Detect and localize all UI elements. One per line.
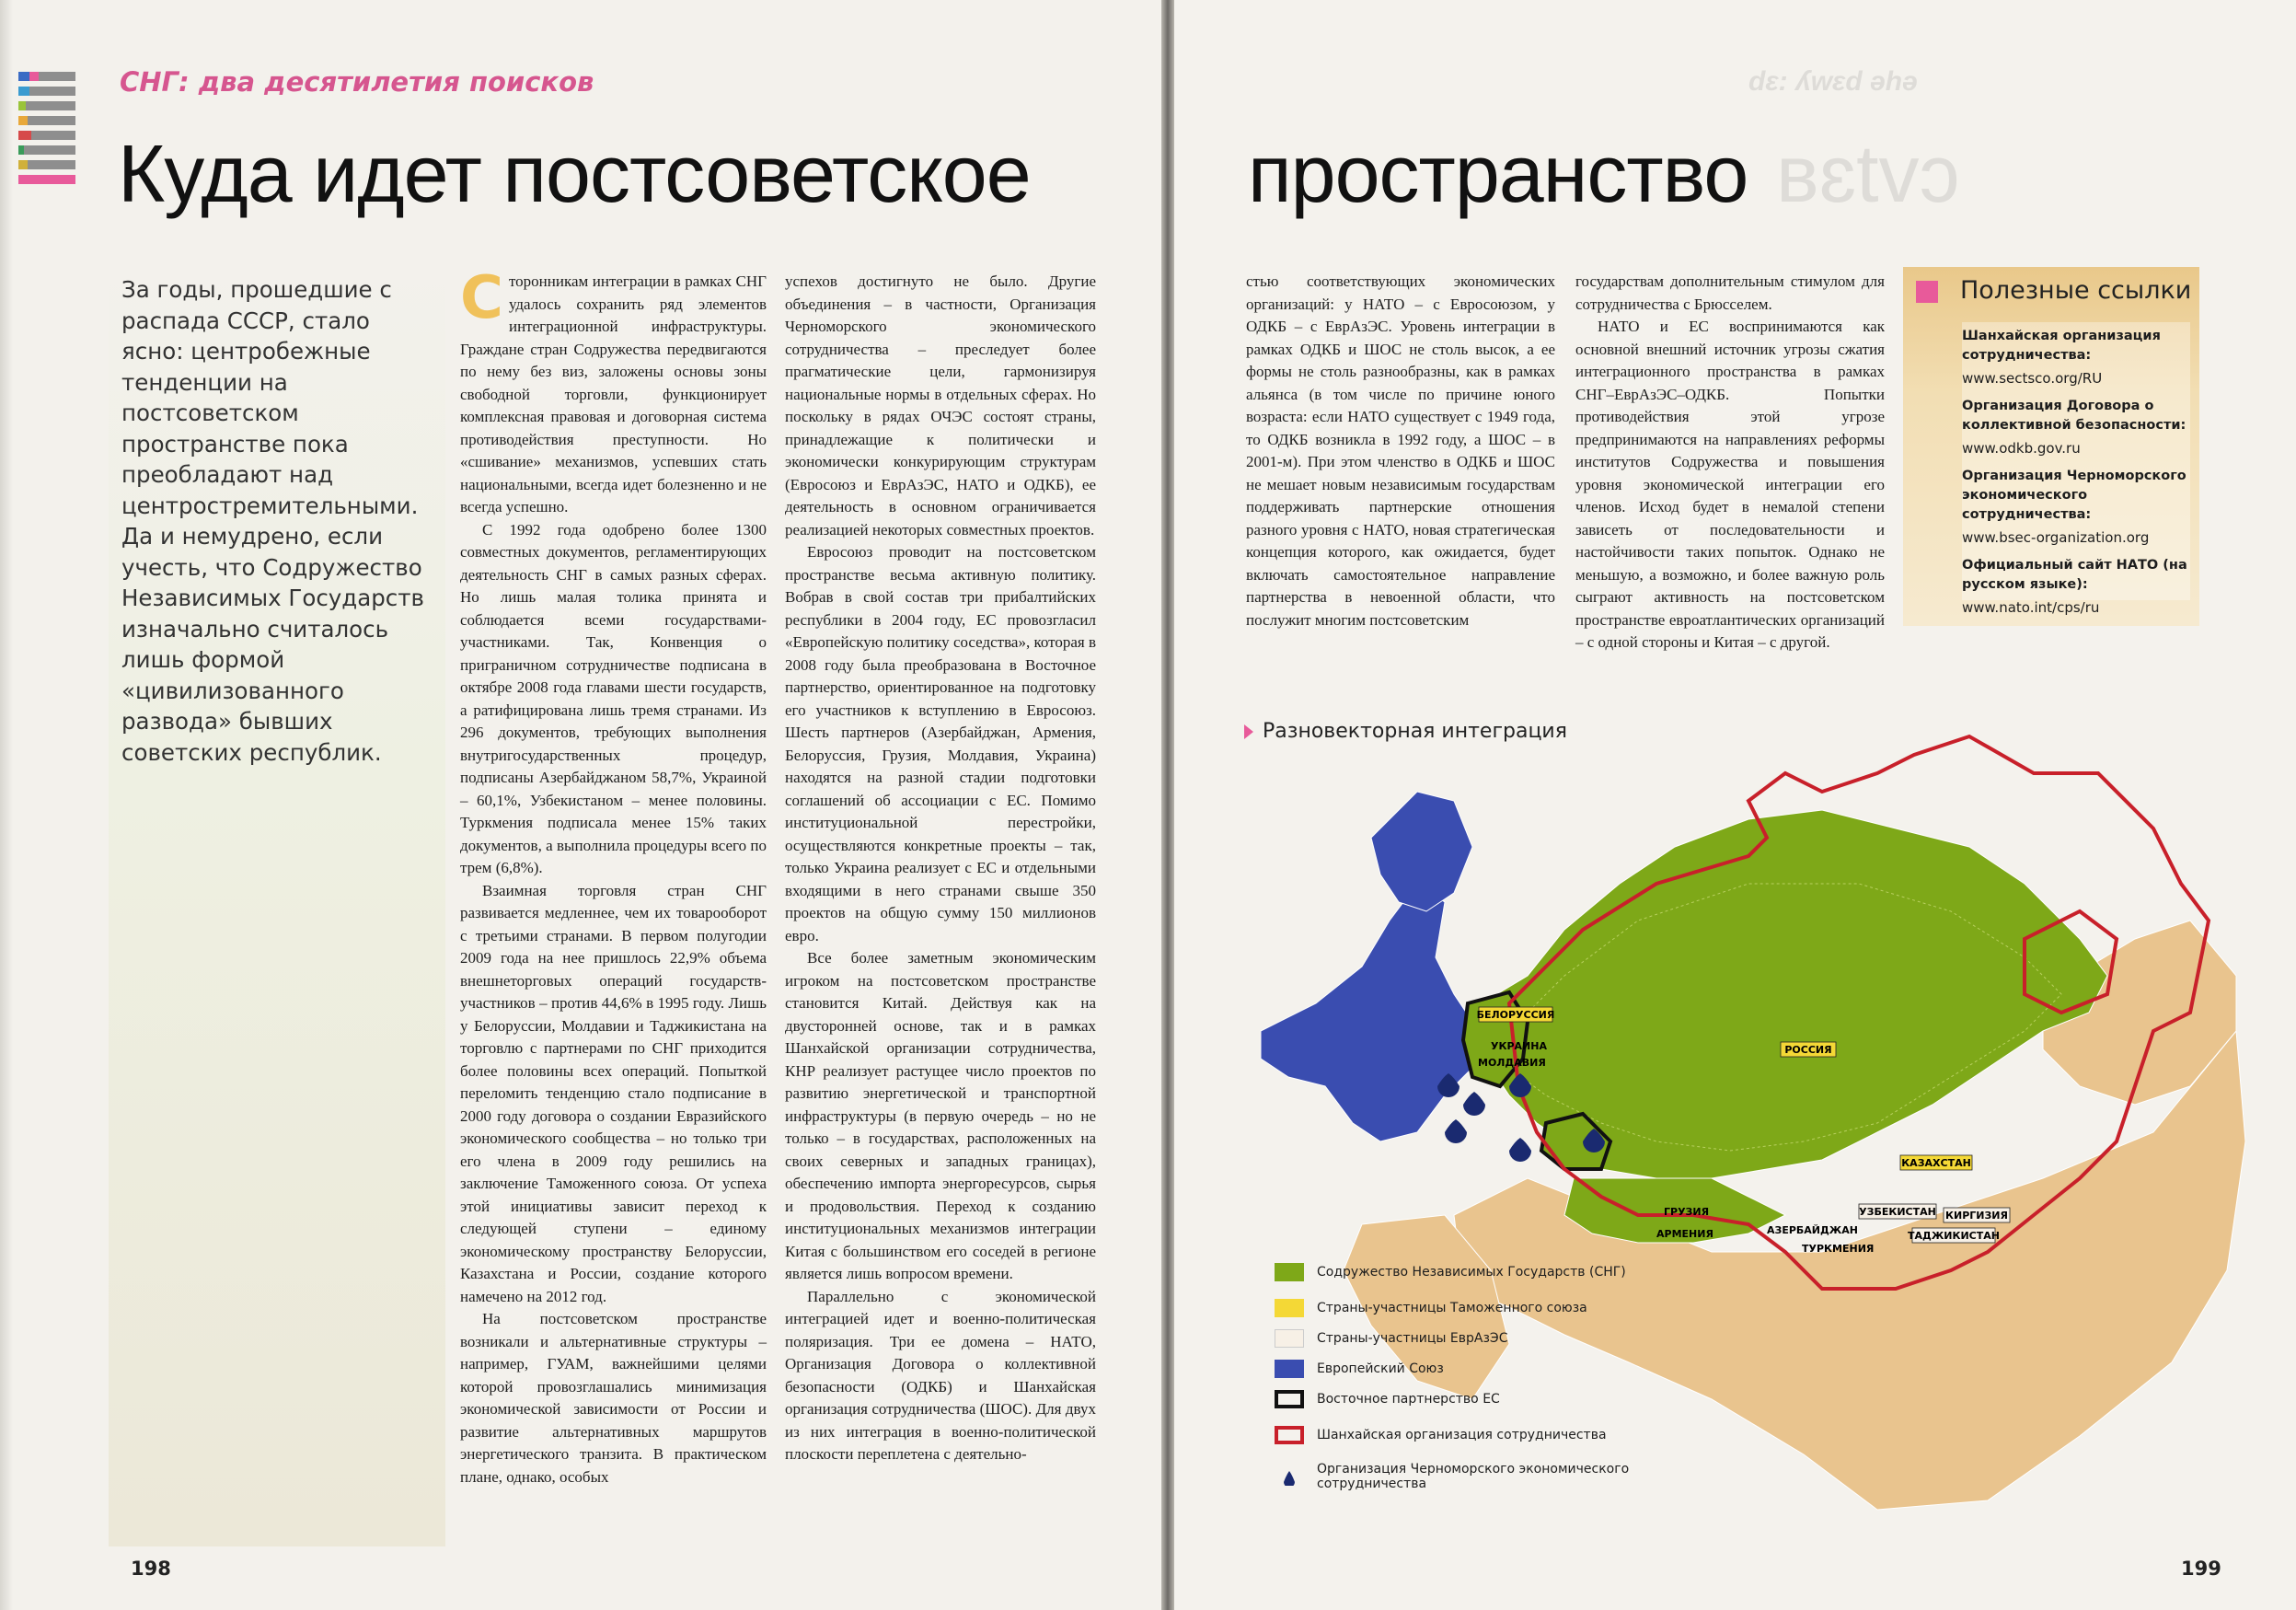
bsec-drop-icon: [1275, 1467, 1304, 1486]
legend-item: [1275, 1389, 1679, 1409]
article-column-4: [1575, 271, 1885, 654]
label-russia: РОССИЯ: [1784, 1044, 1832, 1056]
legend-label: Шанхайская организация сотрудничества: [1317, 1428, 1607, 1442]
link-org: Шанхайская организация сотрудничества:: [1962, 329, 2161, 363]
paragraph: НАТО и ЕС воспринимаются как основной внешний источник угрозы сжатия интеграционного пространства в рамках СНГ–ЕврАзЭС–ОДКБ. Попытки противодействия этой угрозе предпринимаются на направлениях реформы институтов Содружества и повышения уровня экономической интеграции его членов. Исход будет в немалой степени зависеть от последовательности и настойчивости таких попыток. Однако не меньшую, а возможно, и более важную роль сыграют активность на постсоветском пространстве евроатлантических организаций – с одной стороны и Китая – с другой.: [1575, 318, 1885, 651]
link-url[interactable]: www.nato.int/cps/ru: [1962, 599, 2100, 616]
map-title-arrow-icon: [1244, 724, 1253, 739]
page-binding-shadow: [0, 0, 13, 1610]
useful-links-header: Полезные ссылки: [1960, 276, 2192, 305]
link-org: Организация Договора о коллективной безопасности:: [1962, 399, 2186, 433]
map-legend: [1275, 1257, 1679, 1502]
link-org: Официальный сайт НАТО (на русском языке):: [1962, 558, 2187, 592]
legend-item: [1275, 1461, 1679, 1492]
label-azerbaijan: АЗЕРБАЙДЖАН: [1767, 1224, 1858, 1236]
map-label-russia: [1781, 1042, 1836, 1057]
map-label-kazakhstan: [1900, 1155, 1972, 1170]
legend-item: [1275, 1419, 1679, 1451]
legend-label: Страны-участницы Таможенного союза: [1317, 1301, 1587, 1315]
label-ukraine: УКРАИНА: [1491, 1040, 1547, 1052]
paragraph: стью соответствующих экономических организаций: у НАТО – с Евросоюзом, у ОДКБ – с ЕврАзЭС. Уровень интеграции в рамках ОДКБ и ШОС не столь высок, а ее формы не столь разнообразны, как в рамках альянса (в том числе по причине юного возраста: если НАТО существует с 1949 года, то ОДКБ возникла в 1992 году, а ШОС – в 2001-м). При этом членство в ОДКБ и ШОС не мешает новым независимым государствам поддерживать партнерские отношения разного уровня с НАТО, новая стратегическая концепция которого, как ожидается, будет включать самостоятельное направление партнерства в невоенной области, что послужит многим постсоветским: [1246, 272, 1555, 629]
label-uzbekistan: УЗБЕКИСТАН: [1859, 1206, 1936, 1218]
map-bsec-drop-icon: [1445, 1119, 1467, 1143]
legend-swatch: [1275, 1426, 1304, 1444]
lead-paragraph: За годы, прошедшие с распада СССР, стало ясно: центробежные тенденции на постсоветском пространстве пока преобладают над центростремительными. Да и немудрено, если учесть, что Содружество Независимых Государств изначально считалось лишь формой «цивилизованного развода» бывших советских республик.: [121, 276, 424, 766]
section-tag: СНГ: два десятилетия поисков: [120, 66, 594, 98]
legend-swatch: [1275, 1263, 1304, 1281]
legend-item: [1275, 1257, 1679, 1288]
paragraph: государствам дополнительным стимулом для сотрудничества с Брюсселем.: [1575, 272, 1885, 313]
link-url[interactable]: www.bsec-organization.org: [1962, 529, 2150, 546]
label-georgia: ГРУЗИЯ: [1664, 1206, 1710, 1218]
map-label-belarus: [1477, 1007, 1555, 1022]
drop-cap: С: [460, 264, 503, 332]
label-kazakhstan: КАЗАХСТАН: [1901, 1157, 1971, 1169]
map-eu: [1261, 884, 1472, 1141]
pink-square-icon: [1916, 281, 1938, 303]
article-column-1: [460, 264, 767, 1488]
link-url[interactable]: www.odkb.gov.ru: [1962, 440, 2081, 457]
article-column-2: [785, 271, 1096, 1466]
map-label-kyrgyzstan: [1944, 1208, 2010, 1222]
label-belarus: БЕЛОРУССИЯ: [1476, 1009, 1555, 1021]
ghost-headline: вɛtvɔ: [1776, 128, 1960, 219]
useful-links-list: [1962, 327, 2192, 626]
page-number-left: 198: [131, 1558, 171, 1580]
label-tajikistan: ТАДЖИКИСТАН: [1908, 1230, 2000, 1242]
map-scandinavia: [1371, 792, 1472, 911]
label-turkmenistan: ТУРКМЕНИЯ: [1802, 1243, 1875, 1255]
legend-label: Содружество Независимых Государств (СНГ): [1317, 1265, 1626, 1280]
map-bsec-drop-icon: [1509, 1138, 1531, 1162]
link-org: Организация Черноморского экономического сотрудничества:: [1962, 469, 2186, 522]
article-column-3: [1246, 271, 1555, 631]
legend-label: Страны-участницы ЕврАзЭС: [1317, 1331, 1508, 1346]
paragraph: На постсоветском пространстве возникали и альтернативные структуры – например, ГУАМ, важнейшими целями которой провозглашались минимизация экономической зависимости от России и развитие альтернативных маршрутов энергетического транзита. В практическом плане, однако, особых: [460, 1310, 767, 1486]
map-label-uzbekistan: [1859, 1204, 1936, 1219]
headline-left: Куда идет постсоветское: [118, 128, 1031, 219]
page-number-right: 199: [2181, 1558, 2221, 1580]
paragraph: С 1992 года одобрено более 1300 совместных документов, регламентирующих деятельность СНГ в самых разных сферах. Но лишь малая толика принята и соблюдается всеми государствами-участниками. Так, Конвенция о приграничном сотрудничестве подписана в октябре 2008 года главами шести государств, а ратифицирована лишь тремя странами. Из 296 документов, требующих выполнения внутригосударственных процедур, подписаны Азербайджаном 58,7%, Украиной – 60,1%, Узбекистаном – менее половины. Туркмения подписала менее 15% таких документов, а выполнила процедуры всего по трем (6,8%).: [460, 520, 767, 876]
headline-right: пространство: [1248, 128, 1748, 219]
label-armenia: АРМЕНИЯ: [1656, 1228, 1713, 1240]
chapter-color-tabs: [18, 72, 75, 190]
legend-swatch: [1275, 1390, 1304, 1408]
ghost-section-tag: dɛ: ʎwɛd əhə: [1748, 66, 1918, 97]
map-title: Разновекторная интеграция: [1263, 720, 1567, 743]
legend-label: Европейский Союз: [1317, 1361, 1444, 1376]
paragraph: Взаимная торговля стран СНГ развивается медленнее, чем их товарооборот с третьими странами. В первом полугодии 2009 года на нее пришлось 22,9% объема внешнеторговых операций государств-участников – против 44,6% в 1995 году. Лишь у Белоруссии, Молдавии и Таджикистана на торговлю с партнерами по СНГ приходится более половины всех операций. Попыткой переломить тенденцию стало подписание в 2000 году договора о создании Евразийского экономического сообщества – но только три его члена в 2009 году решились на заключение Таможенного союза. От успеха этой инициативы зависит переход к следующей ступени – единому экономическому пространству Белоруссии, Казахстана и России, создание которого намечено на 2012 год.: [460, 881, 767, 1305]
legend-swatch: [1275, 1360, 1304, 1378]
paragraph: торонникам интеграции в рамках СНГ удалось сохранить ряд элементов интеграционной инфраструктуры. Граждане стран Содружества передвигаются по нему без виз, заложены основы зоны свободной торговли, функционирует комплексная правовая и договорная система противодействия преступности. Но «сшивание» механизмов, успевших стать национальными, всегда идет болезненно и не всегда успешно.: [460, 272, 767, 515]
book-gutter: [1161, 0, 1174, 1610]
paragraph: Все более заметным экономическим игроком на постсоветском пространстве становится Китай. Действуя как на двусторонней основе, так и в рамках Шанхайской организации сотрудничества, КНР реализует растущее число проектов по развитию энергетической и транспортной инфраструктуры (в первую очередь – но не только – в государствах, расположенных на своих северных и западных границах), обеспечению импорта энергоресурсов, сырья и продовольствия. Переход к созданию институциональных механизмов интеграции Китая с большинством его соседей в регионе является лишь вопросом времени.: [785, 949, 1096, 1282]
legend-swatch: [1275, 1329, 1304, 1348]
map-bsec-drop-icon: [1463, 1092, 1485, 1116]
label-moldova: МОЛДАВИЯ: [1478, 1057, 1546, 1069]
label-kyrgyzstan: КИРГИЗИЯ: [1945, 1210, 2008, 1222]
paragraph: Евросоюз проводит на постсоветском пространстве весьма активную политику. Вобрав в свой состав три прибалтийских республики в 2004 году, ЕС провозгласил «Европейскую политику соседства», которая в 2008 году была преобразована в Восточное партнерство, ориентированное на подготовку его участников к вступлению в Евросоюз. Шесть партнеров (Азербайджан, Армения, Белоруссия, Грузия, Молдавия, Украина) находятся на разной стадии подготовки соглашений об ассоциации с ЕС. Помимо институциональной перестройки, осуществляются конкретные проекты – так, только Украина реализует с ЕС и отдельными входящими в него странами свыше 350 проектов на общую сумму 150 миллионов евро.: [785, 543, 1096, 944]
legend-item: [1275, 1298, 1679, 1318]
link-url[interactable]: www.sectsco.org/RU: [1962, 370, 2103, 387]
legend-label: Организация Черноморского экономического сотрудничества: [1317, 1462, 1630, 1491]
legend-swatch: [1275, 1299, 1304, 1317]
paragraph: Параллельно с экономической интеграцией идет и военно-политическая поляризация. Три ее домена – НАТО, Организация Договора о коллективной безопасности (ОДКБ) и Шанхайская организация сотрудничества (ШОС). Для двух из них интеграция в военно-политической плоскости переплетена с деятельно-: [785, 1287, 1096, 1463]
paragraph: успехов достигнуто не было. Другие объединения – в частности, Организация Черноморского экономического сотрудничества – преследует более прагматические цели, гармонизируя национальные нормы в отдельных сферах. Но поскольку в рядах ОЧЭС состоят страны, принадлежащие к политически и экономически конкурирующим структурам (Евросоюз и ЕврАзЭС, НАТО и ОДКБ), ее деятельность в основном ограничивается реализацией некоторых совместных проектов.: [785, 272, 1096, 539]
map-label-tajikistan: [1908, 1228, 2000, 1243]
legend-label: Восточное партнерство ЕС: [1317, 1392, 1500, 1407]
legend-item: [1275, 1359, 1679, 1379]
legend-item: [1275, 1328, 1679, 1349]
